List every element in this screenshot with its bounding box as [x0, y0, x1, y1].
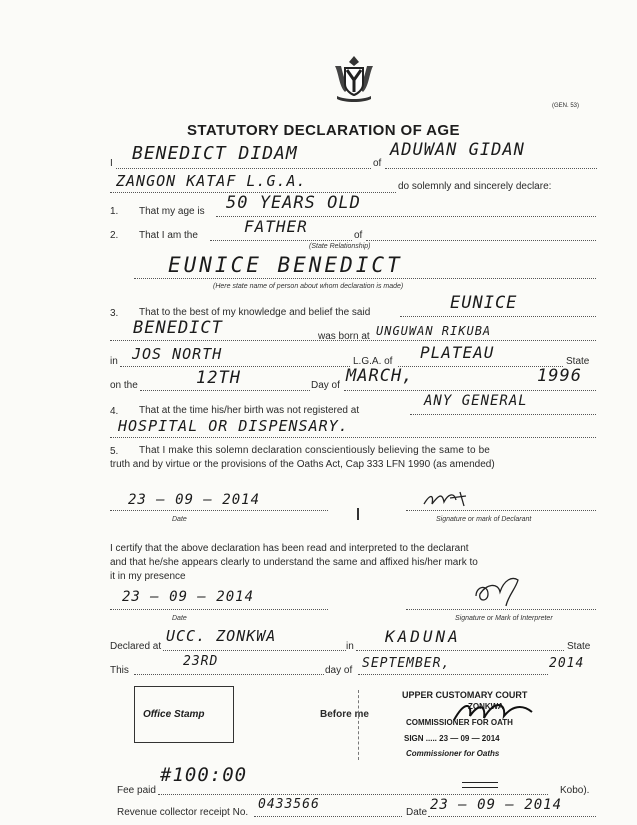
relationship-hint: (State Relationship)	[309, 243, 371, 250]
item1-label: That my age is	[139, 206, 205, 217]
certify-line2: and that he/she appears clearly to understand the same and affixed his/her mark to	[110, 557, 478, 568]
day-of-label: Day of	[311, 380, 340, 391]
person-hint: (Here state name of person about whom declaration is made)	[213, 283, 404, 290]
item5-number: 5.	[110, 446, 119, 457]
in-label: in	[110, 356, 118, 367]
declared-in-label: in	[346, 641, 354, 652]
registration-place-2: HOSPITAL OR DISPENSARY.	[118, 417, 349, 435]
receipt-date: 23 — 09 — 2014	[430, 797, 563, 813]
birth-year: 1996	[537, 366, 582, 386]
lga-of-label: L.G.A. of	[353, 356, 393, 367]
declared-month: SEPTEMBER,	[362, 656, 451, 671]
court-stamp	[396, 688, 578, 764]
on-the-label: on the	[110, 380, 138, 391]
birth-state: PLATEAU	[420, 343, 495, 362]
kobo-label: Kobo).	[560, 785, 590, 796]
item4-label: That at the time his/her birth was not registered at	[139, 405, 360, 416]
item2-label: That I am the	[139, 230, 198, 241]
declarant-signature-icon	[420, 488, 474, 510]
receipt-label: Revenue collector receipt No.	[117, 807, 249, 818]
person-name: EUNICE BENEDICT	[168, 253, 403, 277]
declarant-prefix: I	[110, 158, 113, 169]
declarant-address-2: ZANGON KATAF L.G.A.	[116, 172, 307, 190]
court-stamp-line4: SIGN ..... 23 — 09 — 2014	[404, 734, 500, 743]
receipt-number: 0433566	[258, 797, 320, 812]
interpreter-signature-label: Signature or Mark of Interpreter	[455, 615, 553, 622]
fee-equals-mark	[462, 782, 498, 788]
before-me-label: Before me	[320, 709, 369, 720]
born-at-label: was born at	[318, 331, 370, 342]
item3-label: That to the best of my knowledge and belief the said	[139, 307, 371, 318]
certify-line3: it in my presence	[110, 571, 186, 582]
state-label: State	[566, 356, 590, 367]
interpreter-date: 23 — 09 — 2014	[122, 589, 255, 605]
office-stamp-label: Office Stamp	[143, 709, 205, 720]
declared-at-label: Declared at	[110, 641, 162, 652]
court-stamp-line5: Commissioner for Oaths	[406, 749, 500, 758]
interpreter-date-label: Date	[172, 615, 187, 622]
birthplace: UNGUWAN RIKUBA	[376, 324, 492, 338]
interpreter-signature-icon	[470, 572, 526, 610]
fee-value: #100:00	[160, 764, 248, 786]
court-signature-icon	[448, 698, 538, 728]
office-stamp-box	[134, 686, 234, 743]
certify-line1: I certify that the above declaration has been read and interpreted to the declarant	[110, 543, 469, 554]
item2-of: of	[354, 230, 363, 241]
receipt-date-label: Date	[406, 807, 428, 818]
declared-day: 23RD	[183, 654, 219, 669]
declared-state-label: State	[567, 641, 591, 652]
item2-number: 2.	[110, 230, 119, 241]
vertical-dash	[358, 690, 359, 760]
relationship-value: FATHER	[244, 217, 308, 236]
item5-line1: That I make this solemn declaration conscientiously believing the same to be	[139, 445, 491, 456]
item4-number: 4.	[110, 406, 119, 417]
declarant-address-1: ADUWAN GIDAN	[390, 140, 525, 160]
declarant-signature-label: Signature or mark of Declarant	[436, 516, 532, 523]
court-stamp-line1: UPPER CUSTOMARY COURT	[402, 690, 528, 700]
declared-year: 2014	[549, 656, 585, 671]
declared-area: KADUNA	[385, 627, 461, 646]
coat-of-arms-icon	[327, 52, 381, 106]
age-value: 50 YEARS OLD	[226, 193, 361, 213]
court-stamp-line2: ZONKWA	[468, 702, 504, 711]
birth-day: 12TH	[196, 368, 241, 388]
birth-month: MARCH,	[346, 366, 414, 386]
subject-name-2: BENEDICT	[133, 318, 223, 338]
subject-name-1: EUNICE	[450, 293, 518, 313]
fee-label: Fee paid	[117, 785, 156, 796]
this-label: This	[110, 665, 129, 676]
court-stamp-line3: COMMISSIONER FOR OATH	[406, 718, 513, 727]
item3-number: 3.	[110, 308, 119, 319]
declaration-date-label: Date	[172, 516, 187, 523]
declare-label: do solemnly and sincerely declare:	[398, 181, 552, 192]
declaration-date: 23 — 09 — 2014	[128, 492, 261, 508]
birth-lga: JOS NORTH	[132, 345, 223, 363]
item1-number: 1.	[110, 206, 119, 217]
declared-place: UCC. ZONKWA	[166, 627, 277, 645]
page-title: STATUTORY DECLARATION OF AGE	[187, 122, 460, 139]
declarant-name: BENEDICT DIDAM	[132, 143, 298, 164]
divider-mark	[357, 508, 359, 520]
of-label: of	[373, 158, 382, 169]
form-code: (GEN. 53)	[552, 103, 580, 109]
registration-place-1: ANY GENERAL	[424, 393, 528, 409]
item5-line2: truth and by virtue or the provisions of the Oaths Act, Cap 333 LFN 1990 (as amended)	[110, 459, 495, 470]
day-of-declared-label: day of	[325, 665, 353, 676]
